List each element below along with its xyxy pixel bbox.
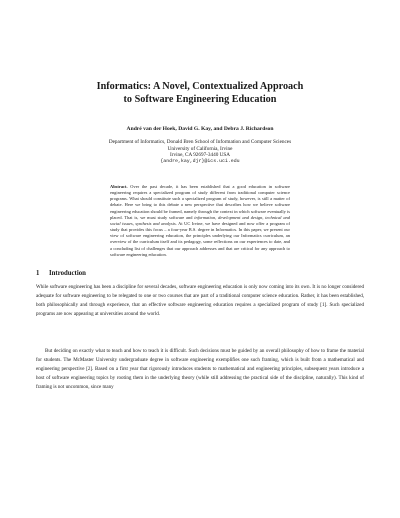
abstract-label: Abstract.: [110, 184, 128, 189]
abstract-emphasis-2: and design, technical and social issues, synthesis and analysis.: [110, 214, 290, 226]
title-line-1: Informatics: A Novel, Contextualized Approach: [96, 81, 304, 92]
author-emails: {andre,kay,djr}@ics.uci.edu: [160, 158, 240, 164]
intro-paragraph-1: While software engineering has been a discipline for several decades, software engineering education is only now coming into its own. It is no longer considered adequate for software engineering to be relegated to one or two courses that are part of a traditional computer science education. Rather, it has been established, both philosophically and through experience, that an effective software engineering education requires a specialized program of study [1]. Such specialized programs are now appearing at universities around the world.: [36, 284, 364, 317]
abstract: [110, 184, 290, 258]
affiliation-block: [60, 139, 340, 165]
title-line-2: to Software Engineering Education: [123, 94, 277, 105]
section-number: 1: [36, 270, 40, 277]
abstract-text-1: Over the past decade, it has been established that a good education in software engineering requires a specialized program of study different from traditional computer science programs. What should constitute such a specialized program of study, however, is still a matter of debate. Here we bring to this debate a new perspective that describes how we believe software engineering education should be framed, namely through the context in which software eventually is placed. That is, we must study software and: [110, 184, 290, 220]
author-list: André van der Hoek, David G. Kay, and Debra J. Richardson: [126, 126, 274, 132]
affiliation-department: Department of Informatics, Donald Bren School of Information and Computer Sciences: [108, 139, 292, 145]
affiliation-address: Irvine, CA 92697-3440 USA: [170, 152, 230, 159]
intro-paragraph-2: But deciding on exactly what to teach and how to teach it is difficult. Such decisions must be guided by an overall philosophy of how to frame the material for students. The McMaster University undergraduate degree in software engineering exemplifies one such framing, which is built from a mathematical and engineering perspective [2]. Based on a first year that rigorously introduces students to mathematical and engineering principles, subsequent years introduce a host of software engineering topics by rooting them in the underlying theory (while still addressing the practical side of the discipline, naturally). This kind of framing is not uncommon, since many: [36, 348, 364, 390]
paper-title: [40, 80, 360, 106]
section-heading: [36, 270, 86, 278]
affiliation-university: University of California, Irvine: [167, 145, 233, 152]
abstract-emphasis-1: information, development: [194, 214, 241, 220]
abstract-text-3: At UC Irvine, we have designed and now offer a program of study that provides this focus – a four-year B.S. degree in Informatics. In this paper, we present our view of software engineering education, the principles underlying our Informatics curriculum, an overview of the curriculum itself and its pedagogy, some reflections on our experiences to date, and a concluding list of challenges that our approach addresses and that are critical for any approach to software engineering education.: [110, 220, 291, 257]
section-title: Introduction: [49, 270, 86, 277]
